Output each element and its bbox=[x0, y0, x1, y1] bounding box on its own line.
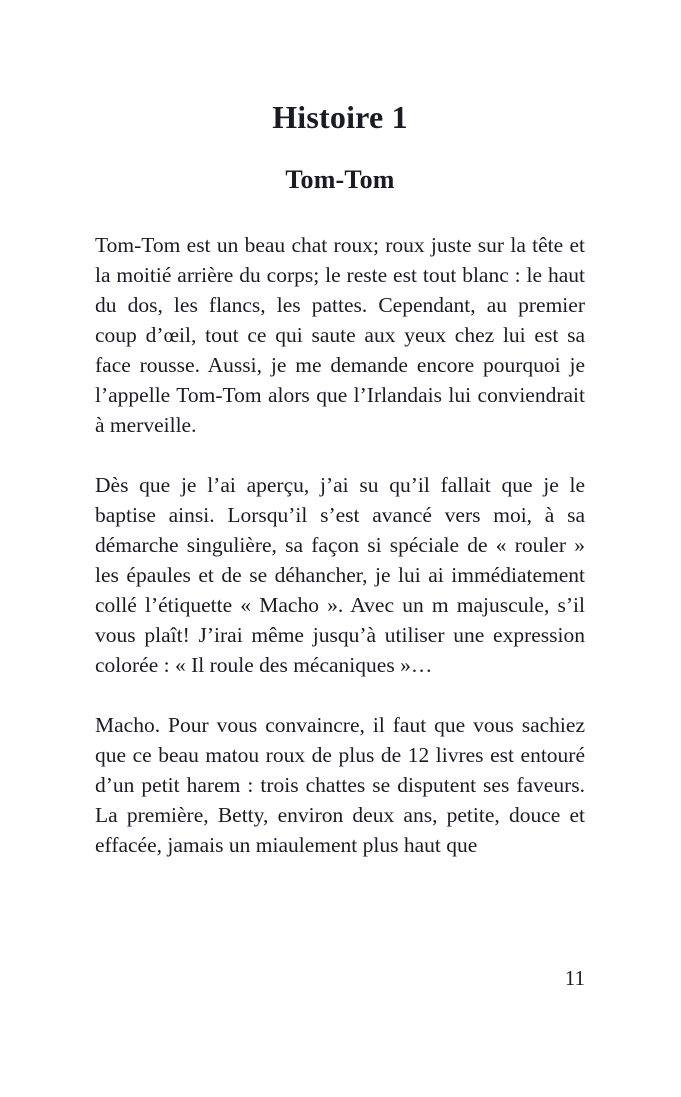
paragraph: Tom-Tom est un beau chat roux; roux juste sur la tête et la moitié arrière du corps; le reste est tout blanc : le haut du dos, les flancs, les pattes. Cependant, au premier coup d’œil, tout ce qui saute aux yeux chez lui est sa face rousse. Aussi, je me demande encore pourquoi je l’appelle Tom-Tom alors que l’Irlandais lui conviendrait à merveille. bbox=[95, 233, 585, 437]
body-text bbox=[95, 193, 585, 860]
paragraph: Macho. Pour vous convaincre, il faut que vous sachiez que ce beau matou roux de plus de 12 livres est entouré d’un petit harem : trois chattes se disputent ses faveurs. La première, Betty, environ deux ans, petite, douce et effacée, jamais un miaulement plus haut que bbox=[95, 713, 585, 857]
story-title: Tom-Tom bbox=[285, 165, 395, 194]
paragraph: Dès que je l’ai aperçu, j’ai su qu’il fallait que je le baptise ainsi. Lorsqu’il s’est avancé vers moi, à sa démarche singulière, sa façon si spéciale de « rouler » les épaules et de se déhancher, je lui ai immédiatement collé l’étiquette « Macho ». Avec un m majuscule, s’il vous plaît! J’irai même jusqu’à utiliser une expression colorée : « Il roule des mécaniques »… bbox=[95, 473, 585, 677]
page-content bbox=[95, 0, 585, 860]
chapter-title: Histoire 1 bbox=[272, 99, 408, 135]
page-number: 11 bbox=[564, 966, 585, 990]
